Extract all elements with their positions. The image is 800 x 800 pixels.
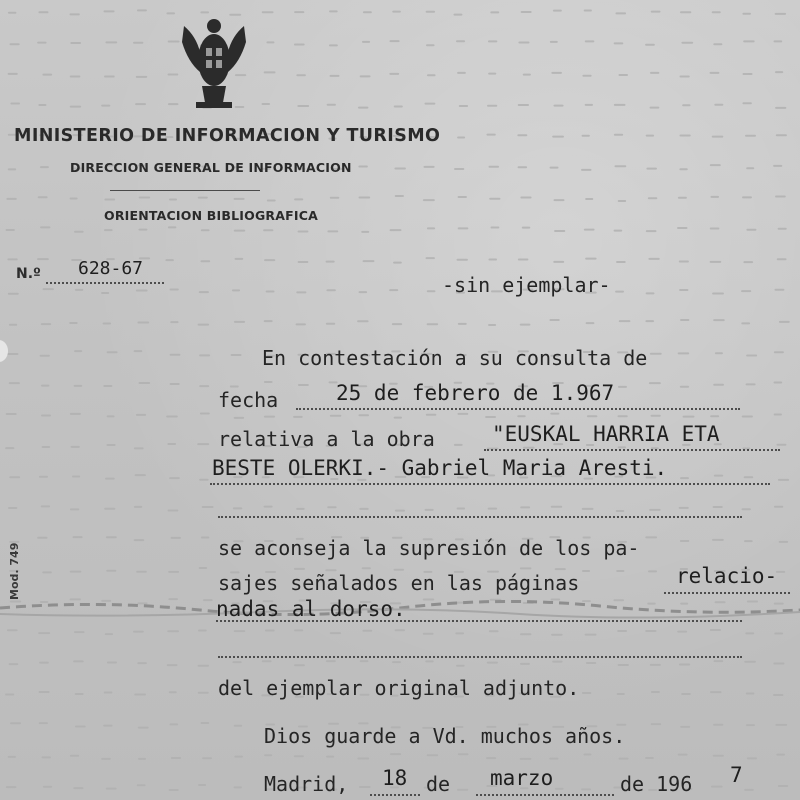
obra-label: relativa a la obra: [218, 427, 435, 451]
advice-line-2: sajes señalados en las páginas: [218, 571, 580, 595]
no-copy-note: -sin ejemplar-: [442, 273, 611, 297]
body-line-1: En contestación a su consulta de: [262, 346, 648, 370]
section-heading: ORIENTACION BIBLIOGRAFICA: [104, 208, 318, 223]
form-model-code: Mod. 749: [8, 542, 21, 600]
pages-dotted-line-2: [216, 620, 742, 622]
fecha-label: fecha: [218, 388, 279, 412]
ministry-heading: MINISTERIO DE INFORMACION Y TURISMO: [14, 126, 441, 146]
reference-number: 628-67: [78, 258, 144, 279]
month-dotted-line: [476, 794, 614, 796]
closing-line-2: Dios guarde a Vd. muchos años.: [264, 724, 626, 748]
blank-dotted-line-2: [218, 656, 742, 658]
blank-dotted-line-1: [218, 516, 742, 518]
obra-value-2: BESTE OLERKI.- Gabriel Maria Aresti.: [212, 456, 668, 480]
signature-de-1: de: [426, 772, 451, 796]
signature-city: Madrid,: [264, 772, 349, 796]
obra-value-1: "EUSKAL HARRIA ETA: [492, 422, 720, 446]
obra-dotted-line-2: [210, 483, 770, 485]
fecha-value: 25 de febrero de 1.967: [336, 381, 615, 405]
number-dotted-line: [46, 282, 164, 284]
header-divider: [110, 190, 260, 191]
pages-value-1: relacio-: [676, 564, 778, 588]
obra-dotted-line-1: [484, 449, 780, 451]
signature-de-2: de 196: [620, 772, 693, 796]
advice-line-1: se aconseja la supresión de los pa-: [218, 536, 640, 560]
pages-value-2: nadas al dorso.: [216, 597, 406, 621]
day-dotted-line: [370, 794, 420, 796]
signature-month: marzo: [490, 766, 554, 790]
signature-year-digit: 7: [730, 763, 743, 787]
coat-of-arms-icon: [176, 12, 252, 112]
closing-line-1: del ejemplar original adjunto.: [218, 676, 580, 700]
signature-day: 18: [382, 766, 408, 790]
direction-heading: DIRECCION GENERAL DE INFORMACION: [70, 160, 352, 175]
fecha-dotted-line: [296, 408, 740, 410]
number-label: N.º: [16, 266, 41, 282]
